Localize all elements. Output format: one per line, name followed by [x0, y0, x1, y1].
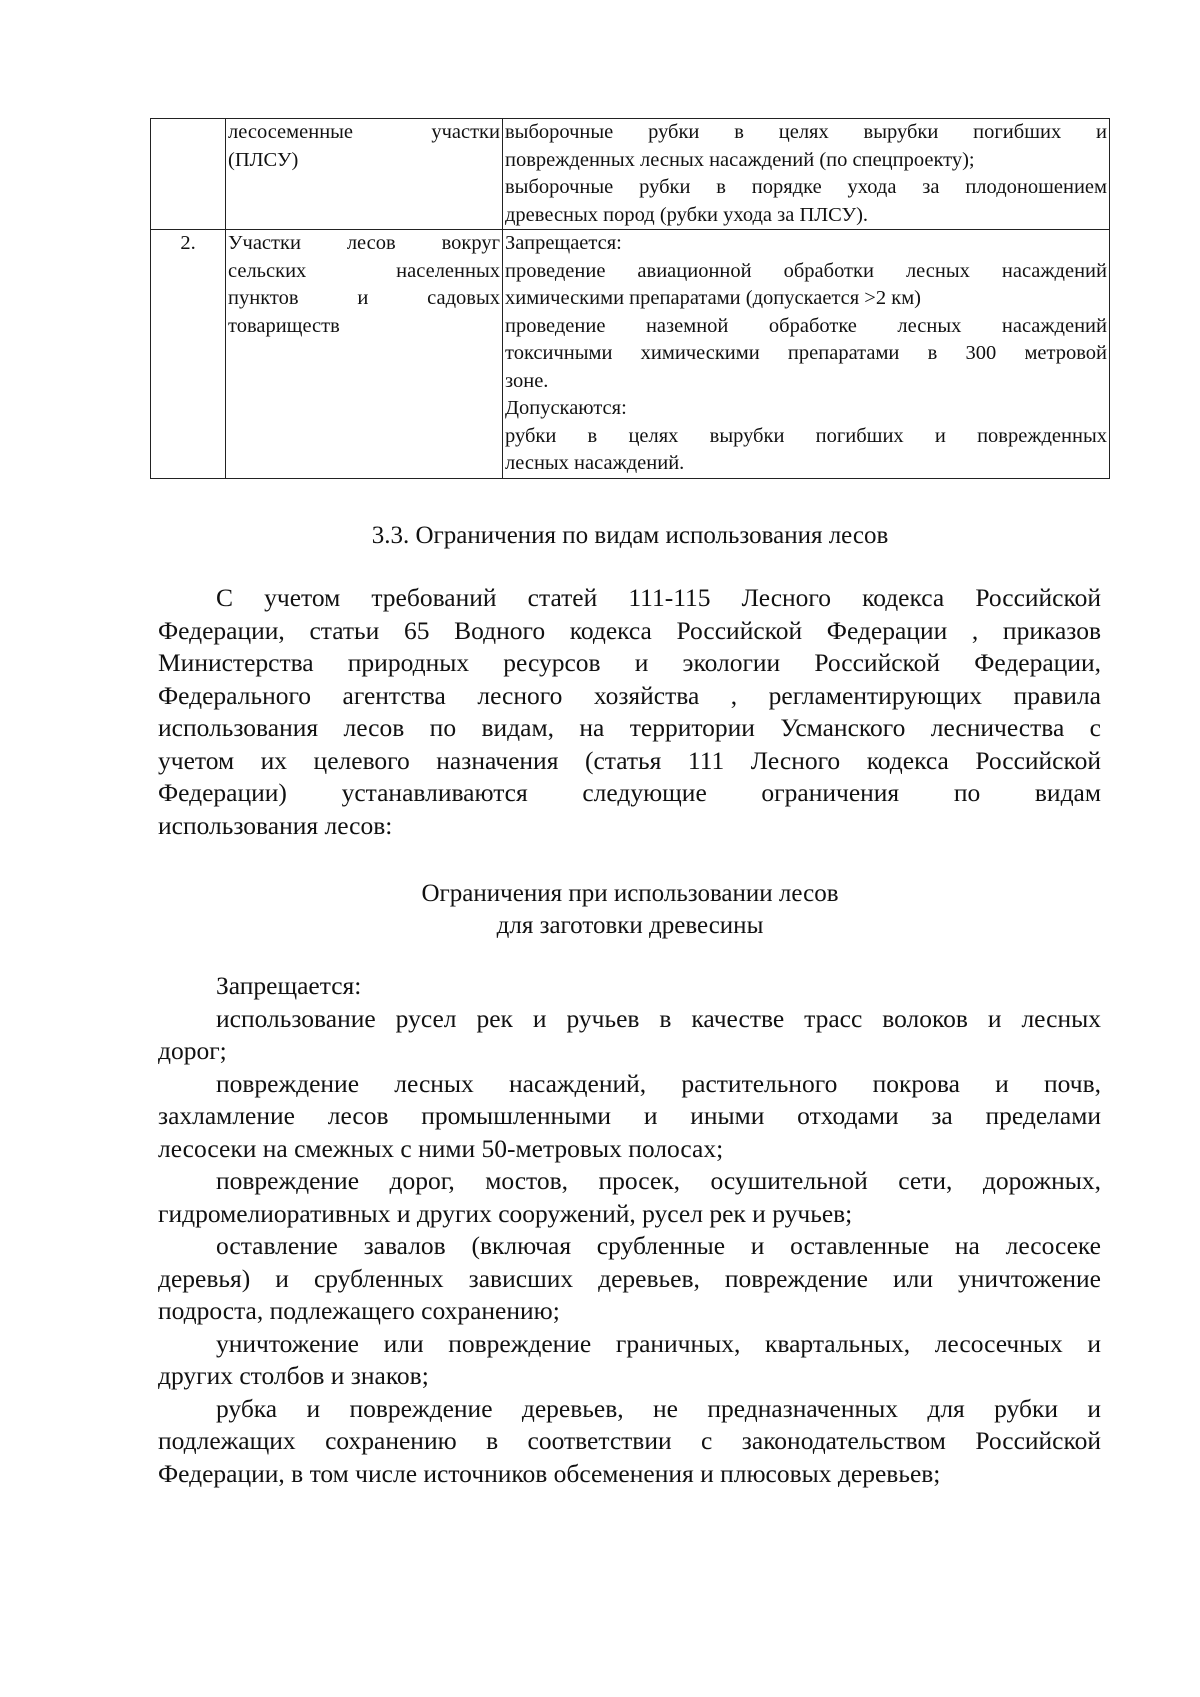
rule-line: поврежденных лесных насаждений (по спецпроекту); [505, 148, 975, 171]
forbidden-item-line: захламление лесов промышленными и иными отходами за пределами [158, 1101, 1101, 1130]
paragraph-line: использования лесов: [158, 810, 393, 840]
forbidden-item-line: оставление завалов (включая срубленные и оставленные на лесосеке [216, 1231, 1101, 1260]
forbidden-item-line: дорог; [158, 1036, 227, 1065]
forbidden-item-line: использование русел рек и ручьев в качестве трасс волоков и лесных [216, 1003, 1101, 1033]
rule-line: проведение авиационной обработки лесных насаждений [505, 259, 1107, 282]
rule-line: проведение наземной обработке лесных насаждений [505, 314, 1107, 337]
forbidden-item-line: деревья) и срубленных зависших деревьев, повреждение или уничтожение [158, 1263, 1101, 1293]
rule-line: рубки в целях вырубки погибших и поврежденных [505, 424, 1107, 447]
forbidden-item-line: уничтожение или повреждение граничных, квартальных, лесосечных и [216, 1328, 1101, 1358]
category-line: сельских населенных [228, 259, 500, 282]
forest-category-cell [226, 230, 503, 479]
paragraph-line: Федерации) устанавливаются следующие ограничения по видам [158, 778, 1101, 807]
forbidden-item-line: гидромелиоративных и других сооружений, русел рек и ручьев; [158, 1198, 853, 1228]
paragraph-line: Федерации, статьи 65 Водного кодекса Российской Федерации , приказов [158, 615, 1101, 645]
row-number-cell: 2. [151, 230, 226, 479]
subsection-heading [150, 878, 1110, 942]
rules-cell [503, 230, 1110, 479]
rule-line: химическими препаратами (допускается >2 км) [505, 287, 921, 309]
rule-line: древесных пород (рубки ухода за ПЛСУ). [505, 203, 869, 226]
paragraph-line: использования лесов по видам, на территории Усманского лесничества с [158, 713, 1101, 742]
rule-line: выборочные рубки в целях вырубки погибших и [505, 121, 1107, 143]
forbidden-label: Запрещается: [216, 971, 362, 1000]
paragraph-line: учетом их целевого назначения (статья 111 Лесного кодекса Российской [158, 745, 1101, 775]
paragraph-line: С учетом требований статей 111-115 Лесного кодекса Российской [216, 583, 1101, 612]
restrictions-table [150, 118, 1110, 479]
forbidden-item-line: Федерации, в том числе источников обсеменения и плюсовых деревьев; [158, 1458, 941, 1488]
paragraph-line: Федерального агентства лесного хозяйства , регламентирующих правила [158, 680, 1101, 710]
forbidden-item-line: других столбов и знаков; [158, 1361, 429, 1390]
subheading-line-2: для заготовки древесины [496, 912, 764, 939]
rule-line: зоне. [505, 369, 549, 392]
row-number-cell [151, 119, 226, 230]
forbidden-item-line: рубка и повреждение деревьев, не предназначенных для рубки и [216, 1393, 1101, 1423]
rule-line: выборочные рубки в порядке ухода за плодоношением [505, 176, 1107, 198]
forbidden-item-line: повреждение лесных насаждений, растительного покрова и почв, [216, 1068, 1101, 1098]
forbidden-list [158, 970, 1101, 1490]
forest-category-cell [226, 119, 503, 230]
forbidden-item-line: повреждение дорог, мостов, просек, осушительной сети, дорожных, [216, 1166, 1101, 1195]
paragraph-line: Министерства природных ресурсов и экологии Российской Федерации, [158, 648, 1101, 677]
forbidden-item-line: подроста, подлежащего сохранению; [158, 1296, 560, 1325]
rules-cell [503, 119, 1110, 230]
rule-line: Запрещается: [505, 232, 622, 254]
forbidden-item-line: лесосеки на смежных с ними 50-метровых полосах; [158, 1133, 724, 1163]
rule-line: токсичными химическими препаратами в 300 метровой [505, 342, 1107, 364]
rule-line: лесных насаждений. [505, 452, 685, 474]
category-line: пунктов и садовых [228, 287, 500, 309]
category-line: Участки лесов вокруг [228, 232, 500, 254]
forbidden-item-line: подлежащих сохранению в соответствии с законодательством Российской [158, 1426, 1101, 1455]
table-row [151, 230, 1110, 479]
section-heading: 3.3. Ограничения по видам использования лесов [371, 522, 889, 549]
table-row [151, 119, 1110, 230]
category-line: (ПЛСУ) [228, 148, 299, 171]
category-line: лесосеменные участки [228, 121, 500, 143]
rule-line: Допускаются: [505, 397, 627, 419]
subheading-line-1: Ограничения при использовании лесов [421, 880, 839, 907]
intro-paragraph [158, 582, 1101, 842]
category-line: товариществ [228, 314, 340, 337]
